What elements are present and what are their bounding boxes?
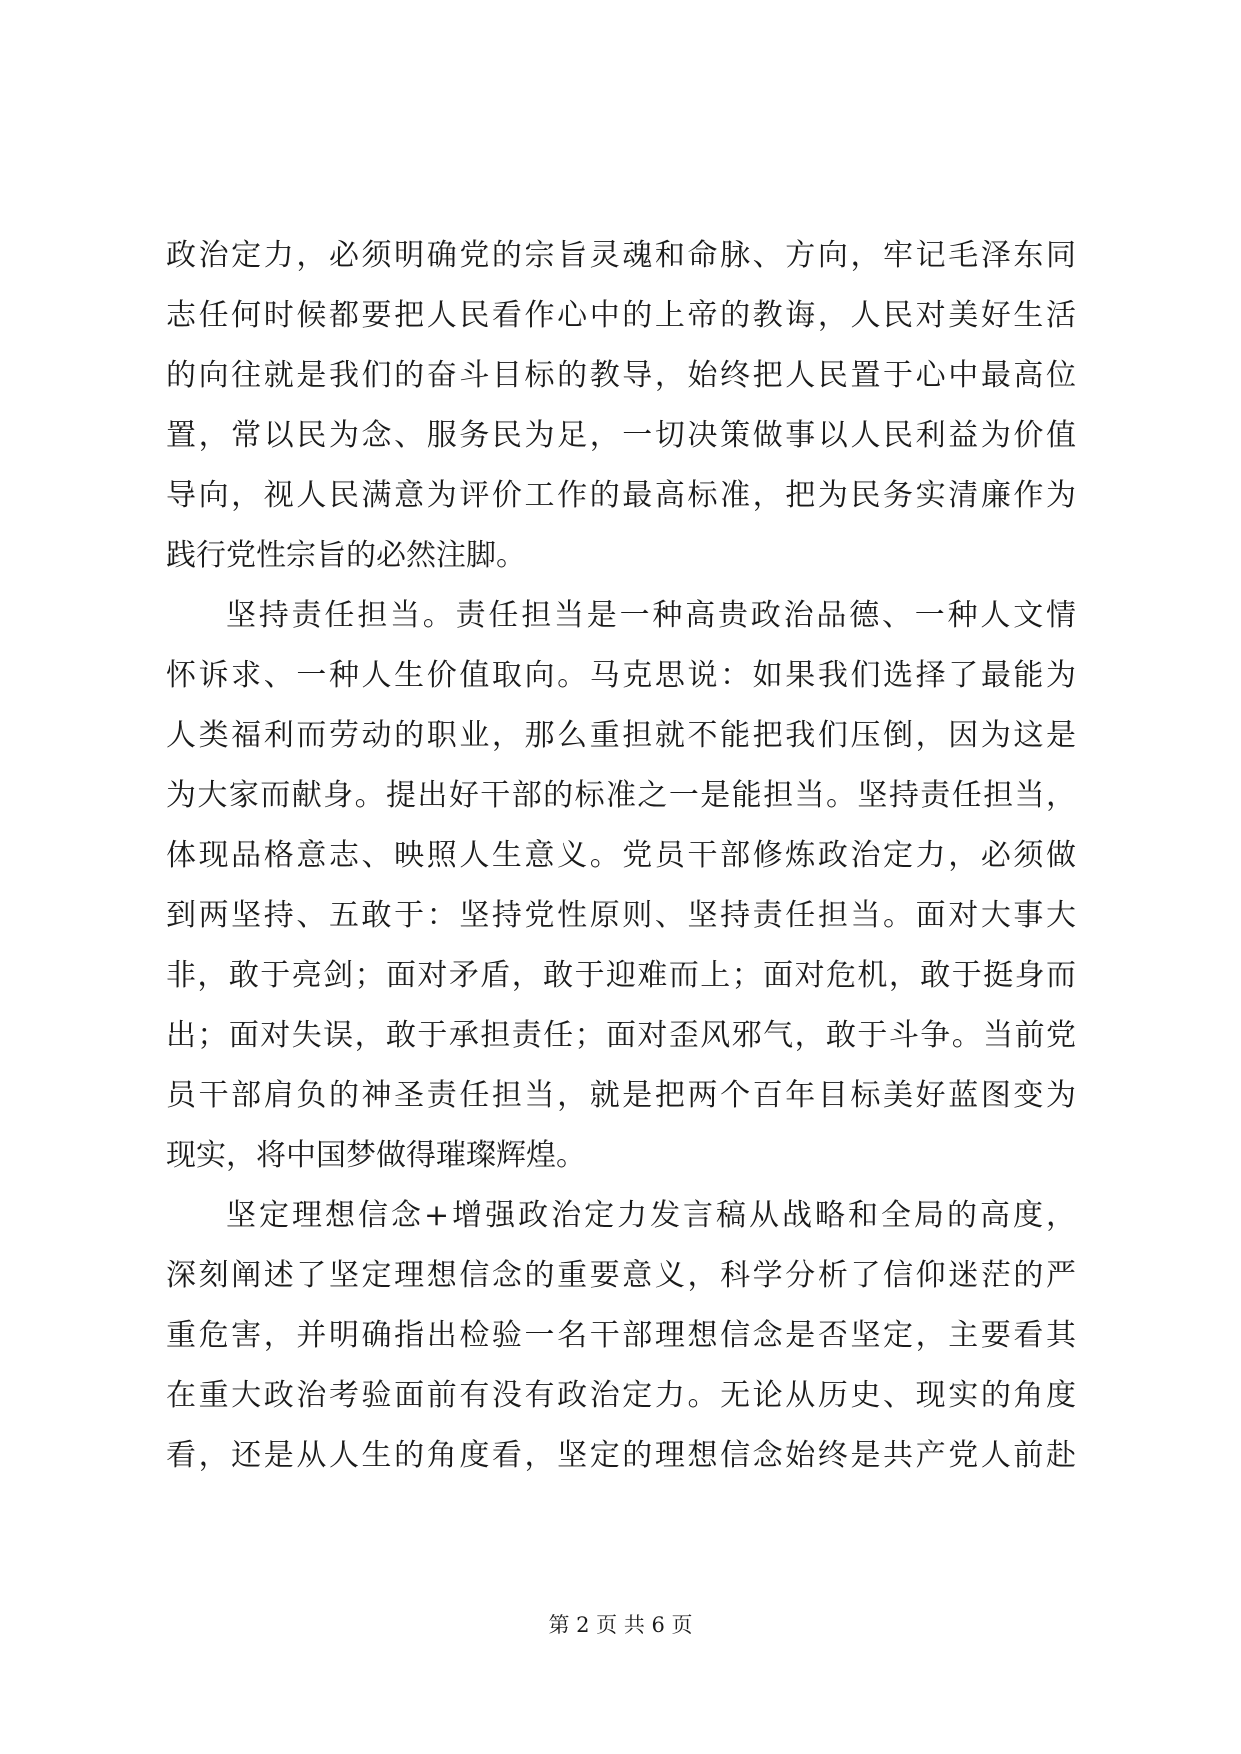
paragraph-start-line: 坚持责任担当。责任担当是一种高贵政治品德、一种人文情	[226, 598, 1076, 633]
text-line: 重危害，并明确指出检验一名干部理想信念是否坚定，主要看其	[166, 1318, 1076, 1353]
text-line: 践行党性宗旨的必然注脚。	[166, 538, 526, 573]
text-line: 到两坚持、五敢于：坚持党性原则、坚持责任担当。面对大事大	[166, 898, 1076, 933]
text-line: 志任何时候都要把人民看作心中的上帝的教诲，人民对美好生活	[166, 298, 1076, 333]
text-line: 员干部肩负的神圣责任担当，就是把两个百年目标美好蓝图变为	[166, 1078, 1076, 1113]
text-line: 在重大政治考验面前有没有政治定力。无论从历史、现实的角度	[166, 1378, 1076, 1413]
text-line: 非，敢于亮剑；面对矛盾，敢于迎难而上；面对危机，敢于挺身而	[166, 958, 1076, 993]
text-line: 深刻阐述了坚定理想信念的重要意义，科学分析了信仰迷茫的严	[166, 1258, 1076, 1293]
text-line: 体现品格意志、映照人生意义。党员干部修炼政治定力，必须做	[166, 838, 1076, 873]
page-footer	[0, 1610, 1241, 1640]
paragraph-start-line: 坚定理想信念+增强政治定力发言稿从战略和全局的高度，	[226, 1198, 1076, 1233]
text-line: 置，常以民为念、服务民为足，一切决策做事以人民利益为价值	[166, 418, 1076, 453]
text-line: 导向，视人民满意为评价工作的最高标准，把为民务实清廉作为	[166, 478, 1076, 513]
text-line: 出；面对失误，敢于承担责任；面对歪风邪气，敢于斗争。当前党	[166, 1018, 1076, 1053]
text-line: 现实，将中国梦做得璀璨辉煌。	[166, 1138, 586, 1173]
text-line: 怀诉求、一种人生价值取向。马克思说：如果我们选择了最能为	[166, 658, 1076, 693]
page-number-label: 第 2 页 共 6 页	[548, 1613, 693, 1637]
text-line: 的向往就是我们的奋斗目标的教导，始终把人民置于心中最高位	[166, 358, 1076, 393]
text-line: 人类福利而劳动的职业，那么重担就不能把我们压倒，因为这是	[166, 718, 1076, 753]
text-line: 看，还是从人生的角度看，坚定的理想信念始终是共产党人前赴	[166, 1438, 1076, 1473]
text-line: 为大家而献身。提出好干部的标准之一是能担当。坚持责任担当，	[166, 778, 1076, 813]
text-line: 政治定力，必须明确党的宗旨灵魂和命脉、方向，牢记毛泽东同	[166, 238, 1076, 273]
body-text	[166, 226, 1076, 1486]
